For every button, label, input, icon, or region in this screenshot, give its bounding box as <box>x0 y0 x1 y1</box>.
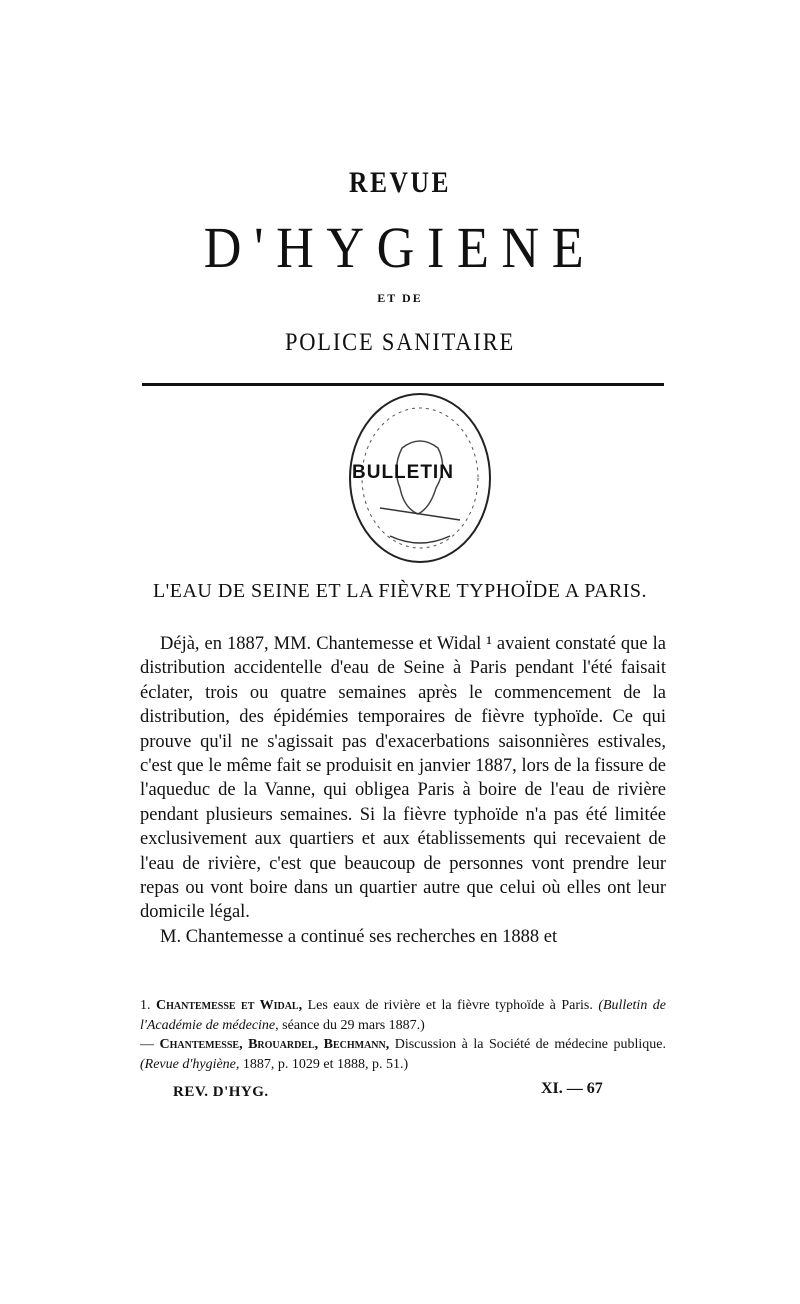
stamp-bulletin-label: BULLETIN <box>352 462 454 483</box>
footnote-text: Les eaux de rivière et la fièvre typhoïde à Paris. <box>307 998 593 1013</box>
article-title: L'EAU DE SEINE ET LA FIÈVRE TYPHOÏDE A PARIS. <box>152 580 648 602</box>
journal-title-et-de: ET DE <box>377 291 423 305</box>
paragraph: M. Chantemesse a continué ses recherches en 1888 et <box>160 926 558 947</box>
article-body <box>140 632 666 949</box>
journal-title-revue: REVUE <box>348 166 451 199</box>
footnote-pages: 1887, p. 1029 et 1888, p. 51.) <box>242 1056 409 1072</box>
footnote-continuation <box>140 1035 666 1074</box>
footnote-dash: — <box>140 1037 154 1052</box>
paragraph: Déjà, en 1887, MM. Chantemesse et Widal ¹ avaient constaté que la distribution accidentelle d'eau de Seine à Paris pendant l'été faisait éclater, trois ou quatre semaines après le commencement de la distribution, des épidémies temporaires de fièvre typhoïde. Ce qui prouve qu'il ne s'agissait pas d'exacerbations saisonnières estivales, c'est que le même fait se produisit en janvier 1887, lors de la fissure de l'aqueduc de la Vanne, qui obligea Paris à boire de l'eau de rivière pendant plusieurs semaines. Si la fièvre typhoïde n'a pas été limitée exclusivement aux quartiers et aux établissements qui recevaient de l'eau de rivière, c'est que beaucoup de personnes vont prendre leur repas ou vont boire dans un quartier autre que celui où elles ont leur domicile légal. <box>140 634 666 923</box>
footnote-number: 1. <box>140 998 151 1013</box>
footnotes <box>140 996 666 1074</box>
footnote-authors: Chantemesse, Brouardel, Bechmann, <box>159 1037 390 1052</box>
journal-title-police-sanitaire: POLICE SANITAIRE <box>284 329 516 356</box>
footnote-date: séance du 29 mars 1887.) <box>282 1017 425 1033</box>
running-footer-right: XI. — 67 <box>541 1080 603 1097</box>
footnote-source: (Bulletin de l'Académie de médecine, <box>140 998 667 1033</box>
journal-title-hygiene: D'HYGIENE <box>203 215 597 280</box>
footnote-1 <box>140 996 666 1035</box>
footnote-authors: Chantemesse et Widal, <box>155 998 303 1013</box>
footnote-text: Discussion à la Société de médecine publique. <box>394 1037 667 1052</box>
masthead-rule <box>142 383 664 386</box>
running-footer-left: REV. D'HYG. <box>173 1084 269 1100</box>
footnote-source: (Revue d'hygiène, <box>140 1056 240 1072</box>
